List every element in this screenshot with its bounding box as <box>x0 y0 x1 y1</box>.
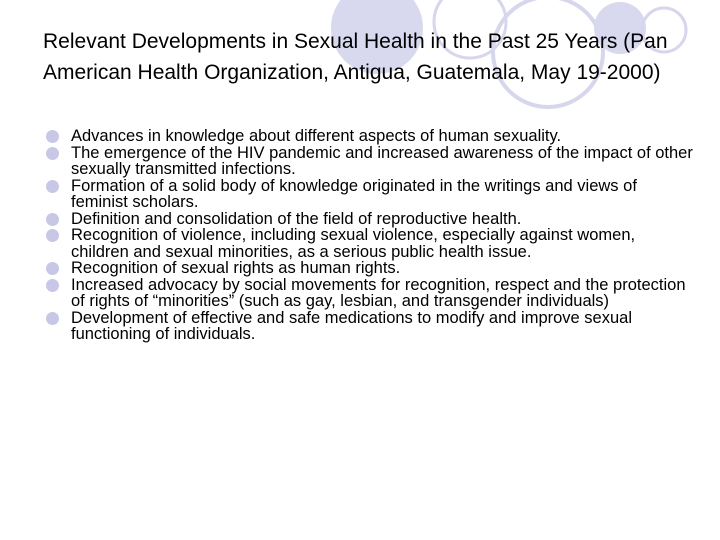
bullet-list <box>44 128 694 343</box>
slide-title: Relevant Developments in Sexual Health in the Past 25 Years (Pan American Health Organization, Antigua, Guatemala, May 19-2000) <box>43 30 668 84</box>
bullet-text: The emergence of the HIV pandemic and increased awareness of the impact of other sexually transmitted infections. <box>71 143 693 178</box>
bullet-item <box>44 145 694 178</box>
bullet-dot-icon <box>46 130 59 143</box>
bullet-text: Advances in knowledge about different aspects of human sexuality. <box>71 127 562 145</box>
bullet-dot-icon <box>46 147 59 160</box>
bullet-text: Definition and consolidation of the field of reproductive health. <box>71 209 522 228</box>
bullet-item <box>44 260 694 277</box>
bullet-text: Increased advocacy by social movements for recognition, respect and the protection of rights of “minorities” (such as gay, lesbian, and transgender individuals) <box>71 275 686 310</box>
bullet-item <box>44 211 694 228</box>
bullet-item <box>44 128 694 145</box>
bullet-dot-icon <box>46 279 59 292</box>
bullet-dot-icon <box>46 180 59 193</box>
bullet-item <box>44 310 694 343</box>
bullet-dot-icon <box>46 312 59 325</box>
bullet-dot-icon <box>46 213 59 226</box>
bullet-dot-icon <box>46 229 59 242</box>
bullet-dot-icon <box>46 262 59 275</box>
bullet-item <box>44 277 694 310</box>
bullet-text: Development of effective and safe medications to modify and improve sexual functioning of individuals. <box>71 308 632 343</box>
bullet-text: Recognition of violence, including sexual violence, especially against women, children and sexual minorities, as a serious public health issue. <box>71 226 636 261</box>
bullet-text: Recognition of sexual rights as human rights. <box>71 259 401 277</box>
bullet-item <box>44 178 694 211</box>
bullet-text: Formation of a solid body of knowledge originated in the writings and views of feminist scholars. <box>71 176 637 211</box>
bullet-item <box>44 227 694 260</box>
